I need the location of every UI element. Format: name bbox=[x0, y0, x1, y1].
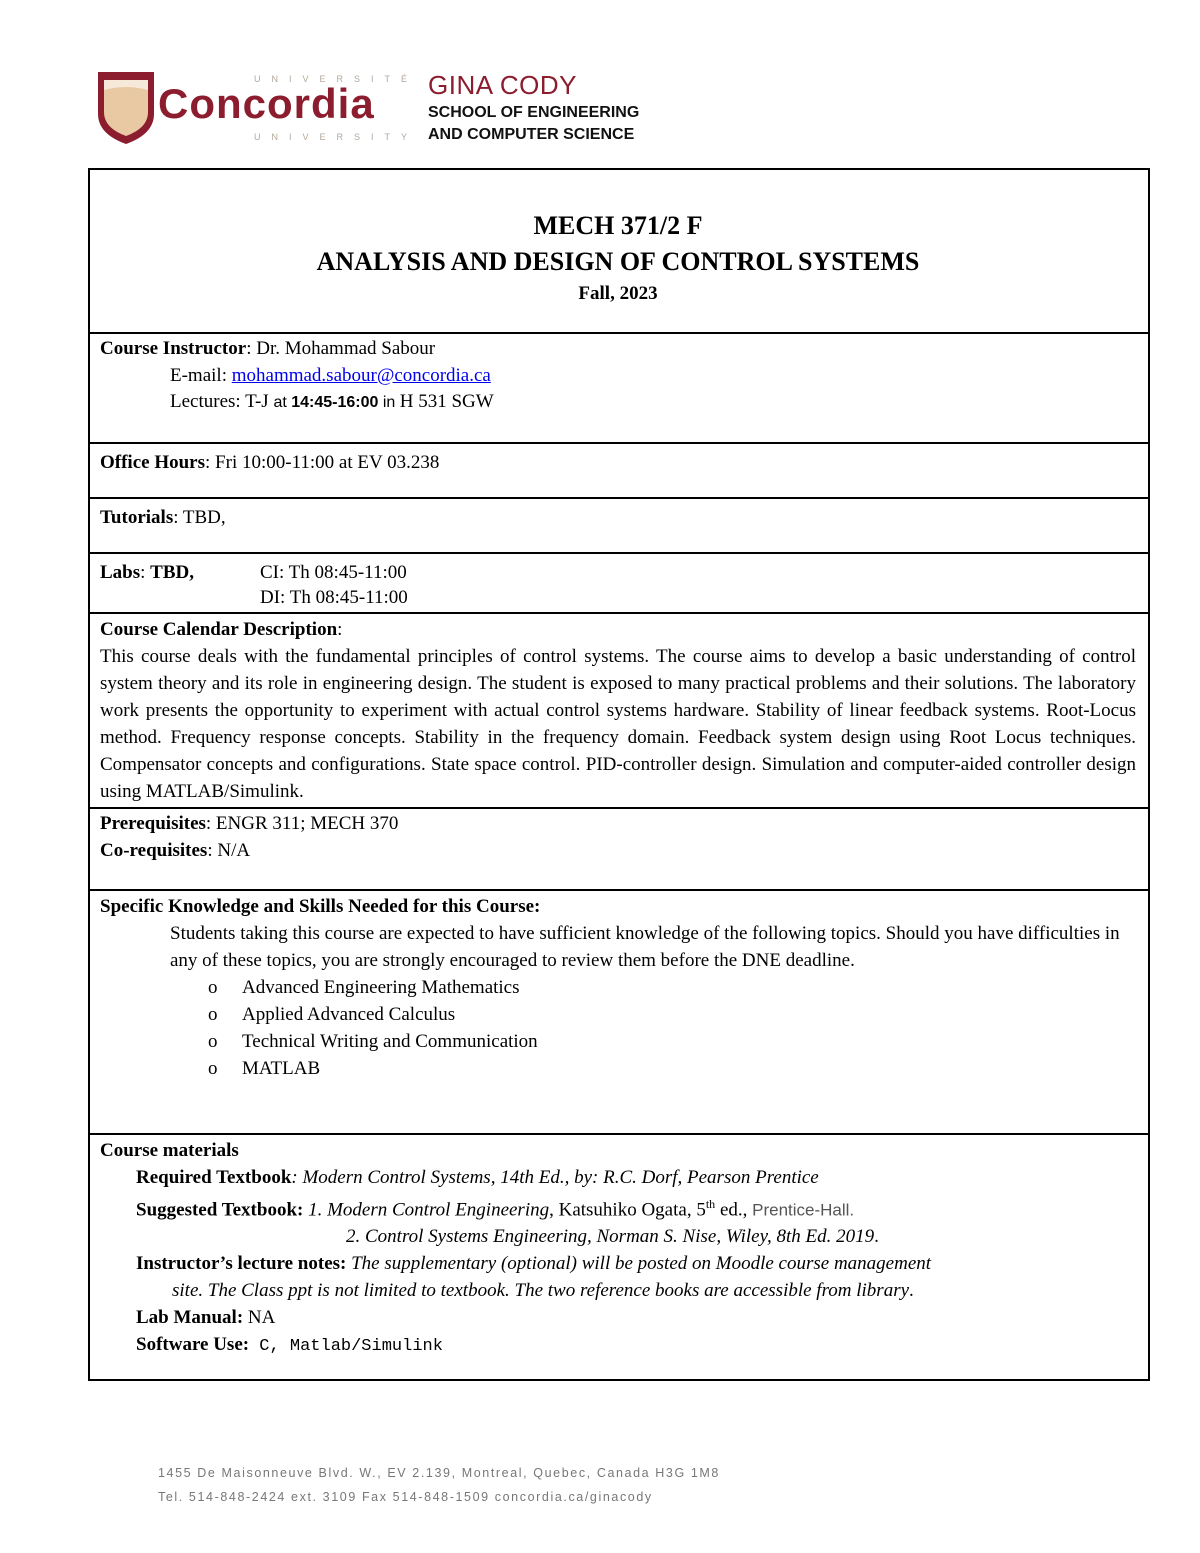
list-item: o Advanced Engineering Mathematics bbox=[208, 974, 1136, 1001]
university-label: UNIVERSITY bbox=[254, 132, 419, 142]
gina-cody-label: GINA CODY bbox=[428, 70, 577, 100]
notes-value: The supplementary (optional) will be posted on Moodle course management bbox=[346, 1253, 932, 1275]
course-outline-table bbox=[88, 168, 1150, 1381]
lab-manual-label: Lab Manual: bbox=[136, 1307, 244, 1329]
school-line-1: SCHOOL OF ENGINEERING bbox=[428, 104, 640, 121]
suggested-1-author: , Katsuhiko Ogata, 5 bbox=[549, 1199, 706, 1221]
universite-label: UNIVERSITÉ bbox=[254, 74, 419, 84]
list-item: o Technical Writing and Communication bbox=[208, 1028, 1136, 1055]
school-line-2: AND COMPUTER SCIENCE bbox=[428, 126, 635, 143]
description-colon: : bbox=[337, 619, 343, 640]
list-item: o Applied Advanced Calculus bbox=[208, 1001, 1136, 1028]
list-item: o MATLAB bbox=[208, 1055, 1136, 1082]
letterhead bbox=[96, 66, 716, 156]
instructor-label: Course Instructor bbox=[100, 338, 247, 359]
tutorials-label: Tutorials bbox=[100, 507, 174, 528]
concordia-wordmark: Concordia bbox=[158, 80, 375, 127]
suggested-1-title: 1. Modern Control Engineering bbox=[303, 1199, 550, 1221]
instructor-cell bbox=[89, 333, 1149, 443]
materials-cell bbox=[89, 1134, 1149, 1380]
office-hours-value: : Fri 10:00-11:00 at EV 03.238 bbox=[205, 452, 440, 473]
coreq-label: Co-requisites bbox=[100, 839, 208, 861]
required-label: Required Textbook bbox=[136, 1167, 292, 1188]
skills-label: Specific Knowledge and Skills Needed for this Course: bbox=[100, 896, 541, 917]
footer-address: 1455 De Maisonneuve Blvd. W., EV 2.139, Montreal, Quebec, Canada H3G 1M8 bbox=[158, 1466, 720, 1480]
skills-cell bbox=[89, 890, 1149, 1134]
labs-ci: CI: Th 08:45-11:00 bbox=[260, 562, 407, 583]
lectures-in: in bbox=[378, 394, 400, 411]
description-text: This course deals with the fundamental principles of control systems. The course aims to develop a basic understanding of control system theory and its role in engineering design. The student is exposed to many practical problems and their solutions. The laboratory work presents the opportunity to experiment with actual control systems hardware. Stability of linear feedback systems. Root-Locus method. Frequency response concepts. Stability in the frequency domain. Feedback system design using Root Locus techniques. Compensator concepts and configurations. State space control. PID-controller design. Simulation and computer-aided controller design using MATLAB/Simulink. bbox=[100, 646, 1136, 802]
suggested-1-ed: ed., bbox=[715, 1199, 753, 1221]
footer-contact: Tel. 514-848-2424 ext. 3109 Fax 514-848-1509 concordia.ca/ginacody bbox=[158, 1490, 653, 1504]
software-value: C, Matlab/Simulink bbox=[249, 1337, 443, 1357]
course-term: Fall, 2023 bbox=[578, 283, 658, 304]
lectures-label: Lectures: T-J bbox=[170, 391, 274, 412]
instructor-name: : Dr. Mohammad Sabour bbox=[246, 338, 436, 359]
tutorials-cell bbox=[89, 498, 1149, 553]
prereq-label: Prerequisites bbox=[100, 813, 206, 834]
software-label: Software Use: bbox=[136, 1334, 250, 1356]
notes-value-2: site. The Class ppt is not limited to textbook. The two reference books are accessible from library bbox=[172, 1280, 910, 1302]
prerequisites-cell bbox=[89, 808, 1149, 890]
required-value: : Modern Control Systems, 14th Ed., by: R.C. Dorf, Pearson Prentice bbox=[291, 1167, 819, 1188]
skills-list bbox=[100, 974, 1136, 1082]
labs-label: Labs bbox=[100, 562, 141, 583]
lectures-at: at bbox=[273, 394, 292, 411]
labs-tbd: TBD, bbox=[150, 562, 194, 583]
course-code: MECH 371/2 F bbox=[533, 211, 703, 240]
email-link[interactable]: mohammad.sabour@concordia.ca bbox=[231, 364, 491, 386]
concordia-shield-icon bbox=[96, 70, 156, 146]
prereq-value: : ENGR 311; MECH 370 bbox=[205, 813, 399, 834]
notes-label: Instructor’s lecture notes: bbox=[136, 1253, 347, 1275]
suggested-2-end: . bbox=[874, 1226, 879, 1248]
labs-cell bbox=[89, 553, 1149, 613]
suggested-1-publisher: Prentice-Hall. bbox=[752, 1200, 855, 1220]
lectures-time: 14:45-16:00 bbox=[291, 394, 379, 411]
email-label: E-mail: bbox=[170, 364, 232, 386]
office-hours-cell bbox=[89, 443, 1149, 498]
suggested-2: 2. Control Systems Engineering, Norman S. Nise, Wiley, 8th Ed. 2019 bbox=[346, 1226, 875, 1248]
coreq-value: : N/A bbox=[207, 839, 251, 861]
description-cell bbox=[89, 613, 1149, 808]
notes-end: . bbox=[909, 1280, 914, 1302]
suggested-label: Suggested Textbook: bbox=[136, 1199, 304, 1221]
office-hours-label: Office Hours bbox=[100, 452, 206, 473]
suggested-1-sup: th bbox=[705, 1197, 716, 1211]
lectures-room: H 531 SGW bbox=[399, 391, 494, 412]
materials-label: Course materials bbox=[100, 1140, 239, 1161]
title-cell bbox=[89, 169, 1149, 333]
labs-colon: : bbox=[140, 562, 151, 583]
description-label: Course Calendar Description bbox=[100, 619, 338, 640]
lab-manual-value: NA bbox=[243, 1307, 276, 1329]
skills-intro: Students taking this course are expected to have sufficient knowledge of the following topics. Should you have difficulties in any of these topics, you are strongly encouraged to review them before the DNE deadline. bbox=[170, 923, 1120, 971]
course-name: ANALYSIS AND DESIGN OF CONTROL SYSTEMS bbox=[316, 247, 920, 276]
labs-di: DI: Th 08:45-11:00 bbox=[260, 587, 408, 608]
tutorials-value: : TBD, bbox=[173, 507, 226, 528]
